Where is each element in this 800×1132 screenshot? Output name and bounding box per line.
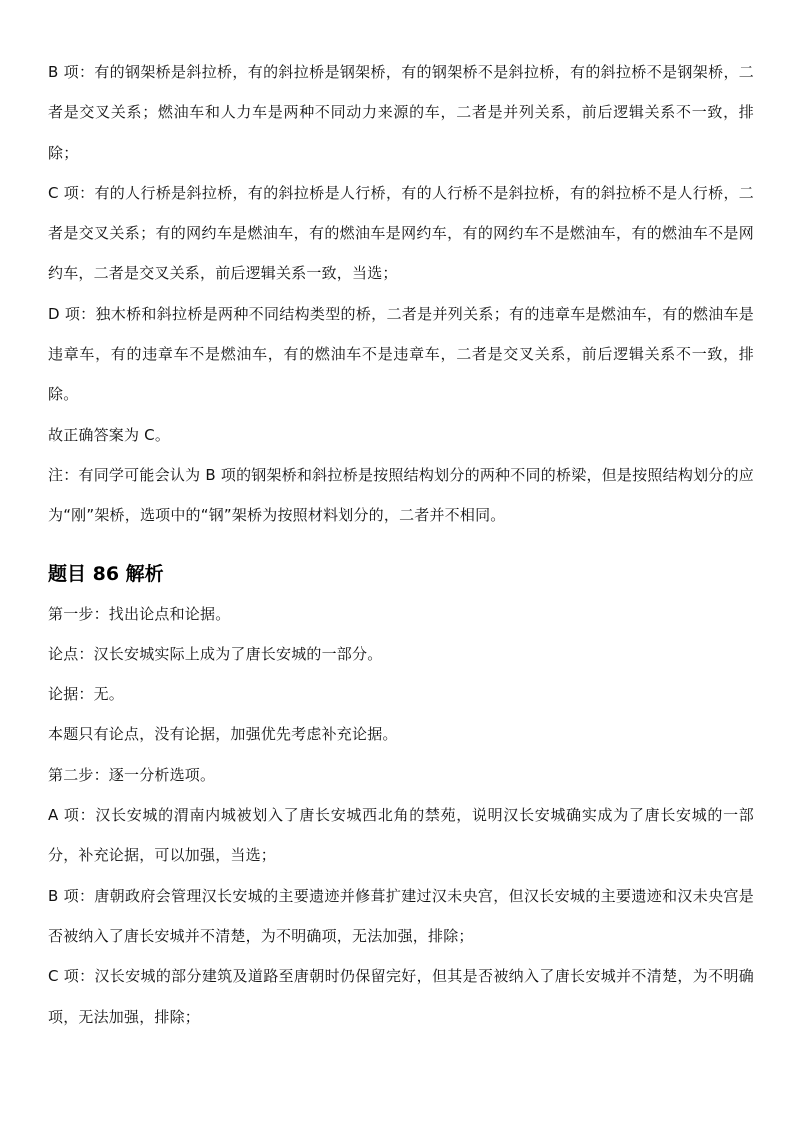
argument-point: 论点：汉长安城实际上成为了唐长安城的一部分。 [48, 644, 383, 663]
strategy-note: 本题只有论点，没有论据，加强优先考虑补充论据。 [48, 725, 398, 744]
document-content [48, 52, 754, 1037]
argument-evidence: 论据：无。 [48, 685, 125, 704]
section-previous-analysis [48, 52, 754, 536]
section-question-86 [48, 536, 754, 1037]
note-paragraph: 注：有同学可能会认为 B 项的钢架桥和斜拉桥是按照结构划分的两种不同的桥梁，但是按照结构划分的应为“刚”架桥，选项中的“钢”架桥为按照材料划分的，二者并不相同。 [48, 465, 754, 525]
option-c-analysis: C 项：汉长安城的部分建筑及道路至唐朝时仍保留完好，但其是否被纳入了唐长安城并不清楚，为不明确项，无法加强，排除； [48, 967, 754, 1026]
section-heading: 题目 86 解析 [48, 562, 164, 585]
step-one: 第一步：找出论点和论据。 [48, 604, 231, 623]
option-b-analysis: B 项：唐朝政府会管理汉长安城的主要遗迹并修葺扩建过汉未央宫，但汉长安城的主要遗迹和汉未央宫是否被纳入了唐长安城并不清楚，为不明确项，无法加强，排除； [48, 886, 754, 945]
option-d-analysis: D 项：独木桥和斜拉桥是两种不同结构类型的桥，二者是并列关系；有的违章车是燃油车，有的燃油车是违章车，有的违章车不是燃油车，有的燃油车不是违章车，二者是交叉关系，前后逻辑关系不一致，排除。 [48, 304, 754, 404]
option-a-analysis: A 项：汉长安城的渭南内城被划入了唐长安城西北角的禁苑，说明汉长安城确实成为了唐长安城的一部分，补充论据，可以加强，当选； [48, 806, 754, 865]
option-c-analysis: C 项：有的人行桥是斜拉桥，有的斜拉桥是人行桥，有的人行桥不是斜拉桥，有的斜拉桥不是人行桥，二者是交叉关系；有的网约车是燃油车，有的燃油车是网约车，有的网约车不是燃油车，有的燃油车不是网约车，二者是交叉关系，前后逻辑关系一致，当选； [48, 183, 754, 283]
option-b-analysis: B 项：有的钢架桥是斜拉桥，有的斜拉桥是钢架桥，有的钢架桥不是斜拉桥，有的斜拉桥不是钢架桥，二者是交叉关系；燃油车和人力车是两种不同动力来源的车，二者是并列关系，前后逻辑关系不一致，排除； [48, 63, 754, 162]
step-two: 第二步：逐一分析选项。 [48, 765, 216, 784]
answer-statement: 故正确答案为 C。 [48, 425, 171, 444]
